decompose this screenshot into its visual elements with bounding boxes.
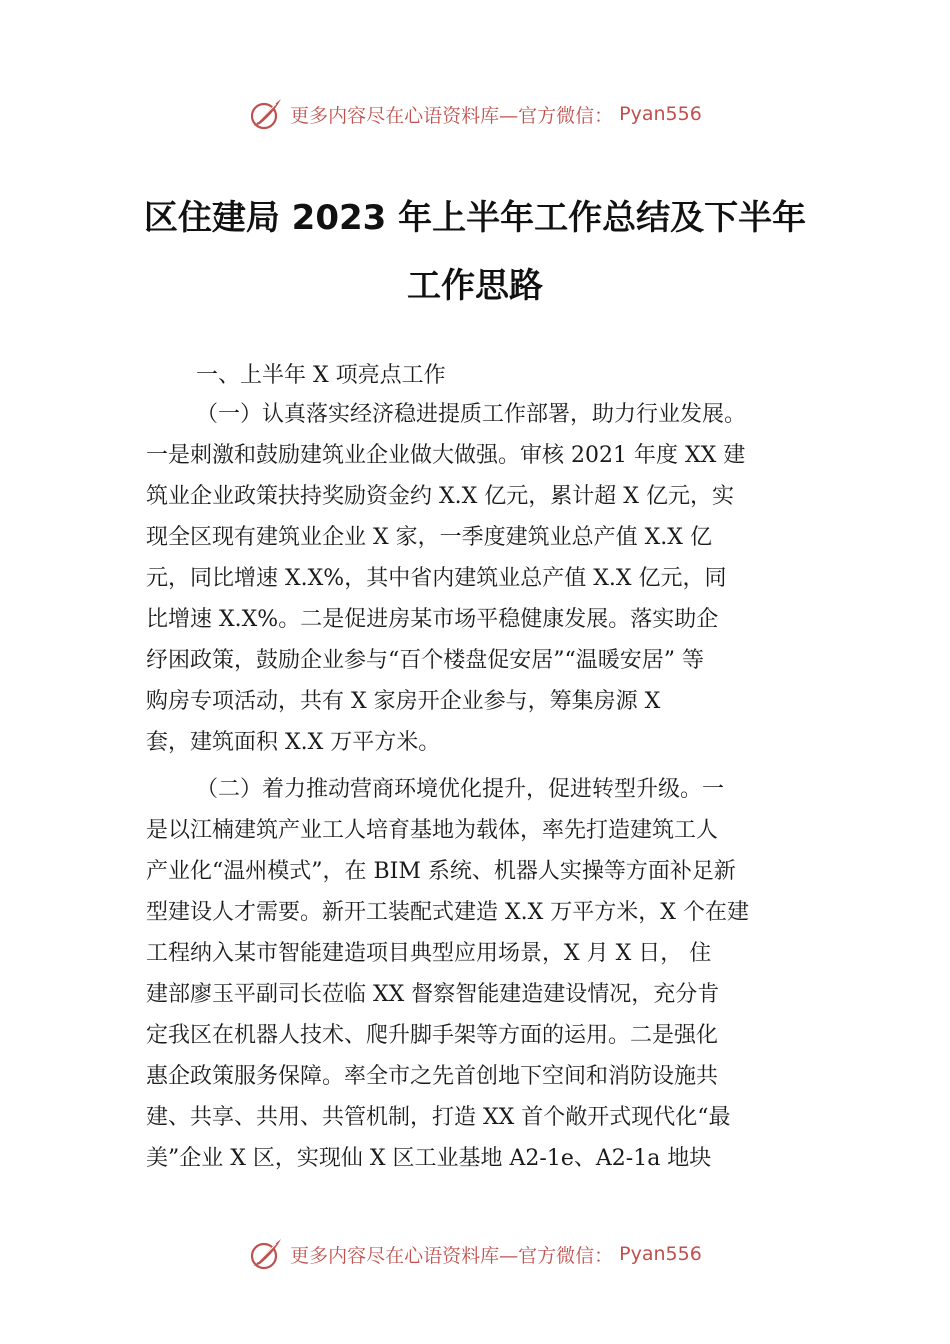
document-title-line-2: 工作思路 [407, 266, 543, 306]
watermark-banner-top [0, 92, 950, 136]
watermark-text: 更多内容尽在心语资料库—官方微信： [290, 104, 614, 127]
body-line: 建部廖玉平副司长莅临 XX 督察智能建造建设情况，充分肯 [146, 982, 720, 1007]
quill-logo-icon [248, 1236, 284, 1272]
body-line: 元，同比增速 X.X%，其中省内建筑业总产值 X.X 亿元，同 [146, 566, 727, 591]
document-title-line-1: 区住建局 2023 年上半年工作总结及下半年 [143, 198, 807, 238]
section-heading: 一、上半年 X 项亮点工作 [196, 363, 446, 388]
quill-logo-icon [248, 96, 284, 132]
body-line: 一是刺激和鼓励建筑业企业做大做强。审核 2021 年度 XX 建 [146, 443, 746, 468]
body-line: 美”企业 X 区，实现仙 X 区工业基地 A2-1e、A2-1a 地块 [146, 1146, 712, 1171]
body-line: 产业化“温州模式”，在 BIM 系统、机器人实操等方面补足新 [146, 859, 736, 884]
body-line: 定我区在机器人技术、爬升脚手架等方面的运用。二是强化 [146, 1023, 719, 1048]
watermark-text: 更多内容尽在心语资料库—官方微信： [290, 1244, 614, 1267]
body-line: 是以江楠建筑产业工人培育基地为载体，率先打造建筑工人 [146, 818, 719, 843]
watermark-banner-bottom [0, 1232, 950, 1276]
body-line: 筑业企业政策扶持奖励资金约 X.X 亿元，累计超 X 亿元，实 [146, 484, 734, 509]
body-line: 纾困政策，鼓励企业参与“百个楼盘促安居”“温暖安居” 等 [146, 648, 704, 673]
body-line: 购房专项活动，共有 X 家房开企业参与，筹集房源 X [146, 689, 661, 714]
body-line: 建、共享、共用、共管机制，打造 XX 首个敞开式现代化“最 [146, 1105, 731, 1130]
body-line: 工程纳入某市智能建造项目典型应用场景，X 月 X 日， 住 [146, 941, 712, 966]
body-line: 比增速 X.X%。二是促进房某市场平稳健康发展。落实助企 [146, 607, 719, 632]
body-line: 型建设人才需要。新开工装配式建造 X.X 万平方米，X 个在建 [146, 900, 749, 925]
body-line: （一）认真落实经济稳进提质工作部署，助力行业发展。 [196, 402, 747, 427]
body-line: 惠企政策服务保障。率全市之先首创地下空间和消防设施共 [146, 1064, 719, 1089]
watermark-wechat: Pyan556 [619, 1243, 702, 1265]
watermark-wechat: Pyan556 [619, 103, 702, 125]
body-line: 套，建筑面积 X.X 万平方米。 [146, 730, 441, 755]
body-line: （二）着力推动营商环境优化提升，促进转型升级。一 [196, 777, 725, 802]
body-line: 现全区现有建筑业企业 X 家，一季度建筑业总产值 X.X 亿 [146, 525, 712, 550]
